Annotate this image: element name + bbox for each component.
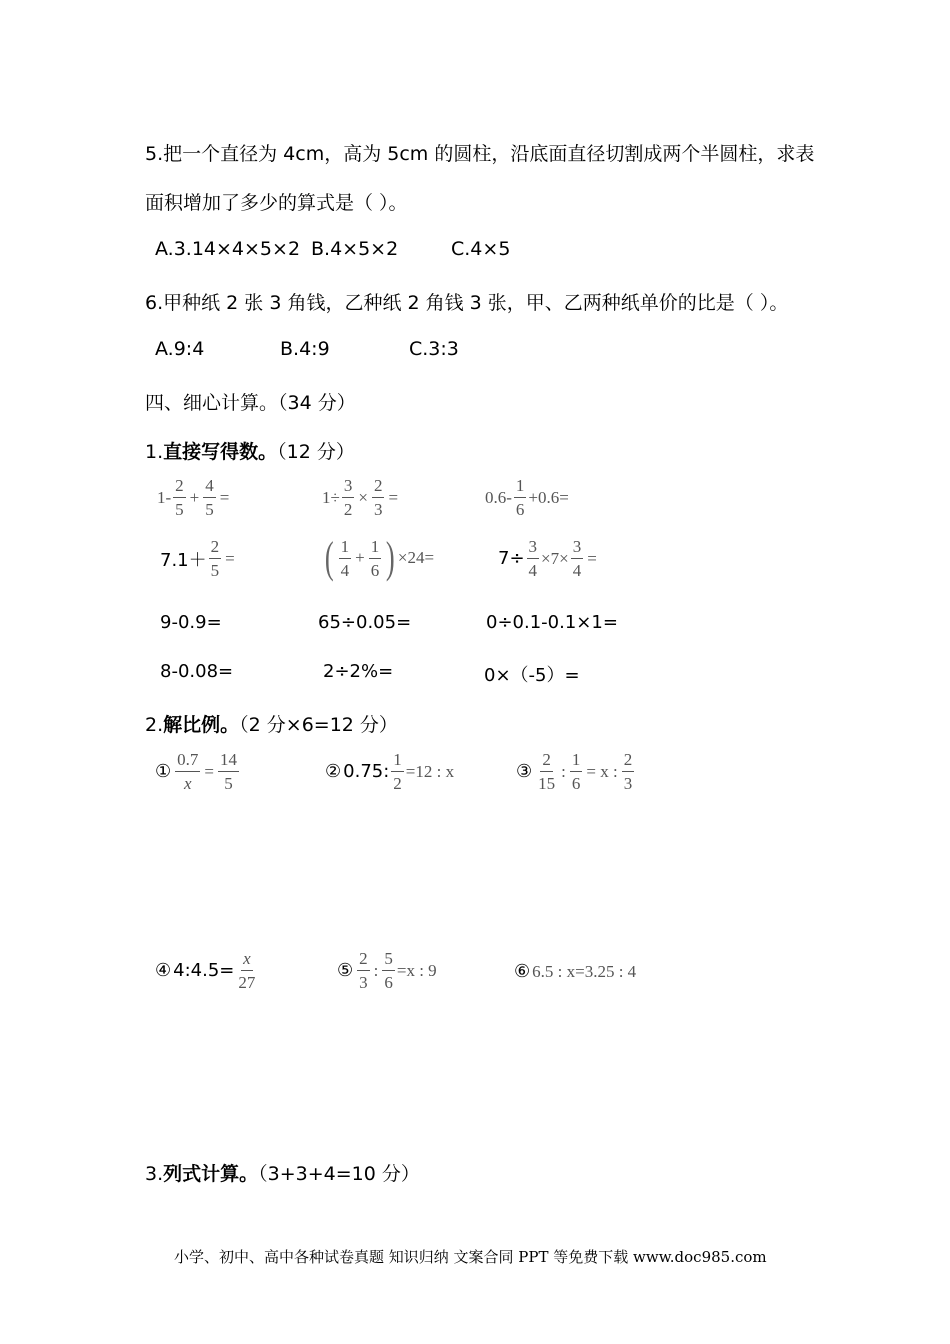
denominator: 3 [623, 774, 633, 793]
left-paren: ( [324, 533, 334, 582]
numerator: 2 [209, 538, 222, 559]
fraction [391, 751, 404, 792]
part3-heading [145, 1159, 420, 1186]
part2-title: 解比例。 [163, 714, 240, 736]
q6-option-a: A.9:4 [155, 338, 205, 360]
fraction [218, 751, 239, 792]
calc-text: ×7× [541, 548, 569, 568]
numerator: 2 [372, 477, 385, 498]
denominator: 4 [340, 560, 350, 580]
q6-text: 6.甲种纸 2 张 3 角钱，乙种纸 2 角钱 3 张，甲、乙两种纸单价的比是（ ）。 [145, 292, 789, 314]
calc-text: = x : [586, 761, 618, 781]
calc-r3-b: 65÷0.05= [318, 612, 412, 633]
operator: + [355, 548, 365, 567]
numerator: 1 [514, 477, 527, 498]
calc-text: 6.5 : x=3.25 : 4 [532, 961, 637, 981]
calc-r1-b [322, 477, 400, 518]
equals: = [225, 548, 235, 568]
numerator: x [241, 950, 253, 971]
fraction [622, 751, 635, 792]
calc-text: 1- [157, 487, 172, 507]
numerator: 3 [571, 538, 584, 559]
denominator: 15 [538, 774, 556, 793]
denominator: 3 [359, 973, 368, 992]
denominator: 4 [572, 561, 582, 580]
fraction [173, 477, 186, 518]
equals: = [587, 548, 597, 568]
part1-heading [145, 437, 355, 464]
calc-text: =12 : x [405, 761, 455, 781]
calc-r2-b [322, 533, 435, 582]
calc-text: 0.75: [343, 761, 390, 782]
numerator: 3 [342, 477, 355, 498]
calc-text: 7÷ [498, 548, 525, 569]
part3-number: 3. [145, 1163, 164, 1185]
proportion-2 [325, 751, 454, 792]
fraction [571, 538, 584, 579]
part2-heading [145, 710, 398, 737]
fraction [203, 477, 216, 518]
denominator: 5 [175, 500, 184, 519]
denominator: x [183, 774, 192, 793]
numerator: 14 [218, 751, 239, 772]
numerator: 4 [203, 477, 216, 498]
operator: + [189, 487, 200, 507]
colon: : [373, 960, 379, 980]
numerator: 1 [570, 751, 583, 772]
section-4-title: 四、细心计算。（34 分） [145, 392, 356, 414]
q5-line1: 5.把一个直径为 4cm，高为 5cm 的圆柱，沿底面直径切割成两个半圆柱，求表 [145, 143, 815, 165]
fraction [514, 477, 527, 518]
numerator: 1 [339, 538, 352, 559]
denominator: 2 [393, 774, 402, 793]
calc-r3-c: 0÷0.1-0.1×1= [486, 612, 618, 633]
fraction [236, 950, 257, 991]
q5-option-c: C.4×5 [451, 238, 511, 260]
fraction [209, 538, 222, 579]
fraction [372, 477, 385, 518]
proportion-4 [155, 950, 259, 991]
operator: × [358, 487, 368, 507]
item-marker: ② [325, 761, 342, 782]
fraction [175, 751, 200, 792]
denominator: 5 [205, 500, 214, 519]
denominator: 3 [373, 500, 383, 519]
calc-r4-c: 0×（-5）= [484, 665, 580, 686]
calc-text: 4:4.5= [173, 960, 235, 981]
calc-r1-c [485, 477, 569, 518]
item-marker: ④ [155, 960, 172, 981]
fraction [570, 751, 583, 792]
calc-text: ×24= [397, 548, 435, 567]
numerator: 3 [527, 538, 540, 559]
page-footer: 小学、初中、高中各种试卷真题 知识归纳 文案合同 PPT 等免费下载 www.doc985.com [174, 1248, 767, 1266]
fraction [339, 538, 352, 579]
right-paren: ) [386, 533, 395, 582]
proportion-1 [155, 751, 241, 792]
q6-option-b: B.4:9 [280, 338, 330, 360]
numerator: 2 [540, 751, 553, 772]
calc-text: 1÷ [322, 487, 340, 507]
denominator: 4 [528, 561, 538, 580]
fraction [342, 477, 355, 518]
numerator: 1 [369, 538, 382, 559]
equals: = [204, 761, 214, 781]
calc-r2-a [160, 538, 237, 579]
calc-r2-c [498, 538, 599, 579]
denominator: 5 [224, 774, 233, 793]
denominator: 6 [370, 560, 380, 580]
denominator: 6 [384, 973, 393, 992]
equals: = [388, 487, 399, 507]
numerator: 5 [382, 950, 395, 971]
numerator: 2 [357, 950, 370, 971]
q5-option-a: A.3.14×4×5×2 [155, 238, 301, 260]
item-marker: ⑤ [337, 960, 354, 981]
fraction [369, 538, 382, 579]
calc-text: +0.6= [528, 487, 569, 507]
fraction [382, 950, 395, 991]
fraction [527, 538, 540, 579]
fraction [536, 751, 557, 792]
denominator: 2 [343, 500, 353, 519]
calc-text: 0.6- [485, 487, 512, 507]
denominator: 5 [210, 561, 220, 580]
numerator: 2 [622, 751, 635, 772]
calc-r1-a [157, 477, 231, 518]
item-marker: ③ [516, 761, 533, 782]
item-marker: ⑥ [514, 961, 531, 982]
proportion-3 [516, 751, 636, 792]
q5-option-b: B.4×5×2 [311, 238, 399, 260]
calc-text: 7.1＋ [160, 549, 207, 571]
proportion-6 [514, 961, 636, 982]
equals: = [219, 487, 230, 507]
proportion-5 [337, 950, 437, 991]
numerator: 0.7 [175, 751, 200, 772]
part3-score: （3+3+4=10 分） [258, 1163, 420, 1185]
part1-number: 1. [145, 441, 164, 463]
q5-line2: 面积增加了多少的算式是（ ）。 [145, 192, 408, 214]
calc-r4-a: 8-0.08= [160, 661, 234, 682]
denominator: 6 [515, 500, 525, 519]
calc-text: =x : 9 [396, 960, 437, 980]
part3-title: 列式计算。 [163, 1163, 259, 1185]
calc-r4-b: 2÷2%= [323, 661, 394, 682]
part2-score: （2 分×6=12 分） [239, 714, 398, 736]
denominator: 6 [571, 774, 581, 793]
part2-number: 2. [145, 714, 164, 736]
numerator: 1 [391, 751, 404, 772]
fraction [357, 950, 370, 991]
denominator: 27 [238, 973, 256, 992]
calc-r3-a: 9-0.9= [160, 612, 222, 633]
colon: : [561, 761, 566, 781]
item-marker: ① [155, 761, 172, 782]
q6-option-c: C.3:3 [409, 338, 459, 360]
numerator: 2 [173, 477, 186, 498]
part1-score: （12 分） [277, 441, 355, 463]
part1-title: 直接写得数。 [163, 441, 278, 463]
